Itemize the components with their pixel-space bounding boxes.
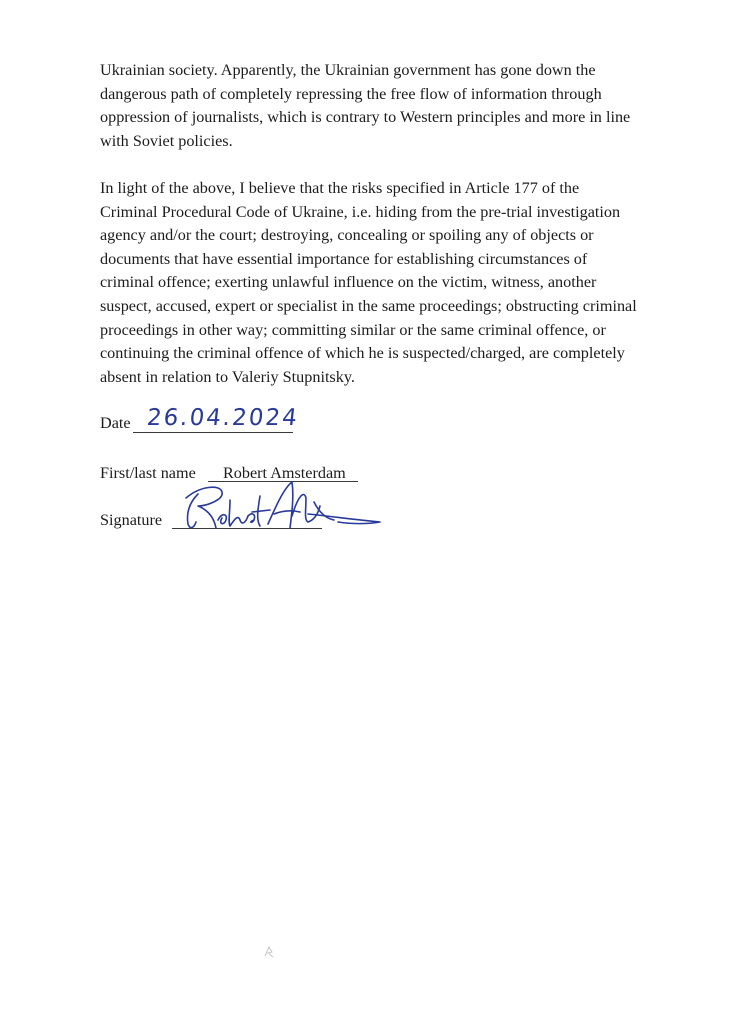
paragraph-1 [100,59,700,153]
paragraph-line: documents that have essential importance for establishing circumstances of [100,249,588,268]
date-value: 26.04.2024 [145,405,301,431]
paragraph-line: Ukrainian society. Apparently, the Ukrainian government has gone down the [100,61,596,79]
name-value: Robert Amsterdam [223,464,346,482]
paragraph-line: with Soviet policies. [100,131,233,150]
paragraph-line: absent in relation to Valeriy Stupnitsky. [100,367,355,386]
paragraph-line: Criminal Procedural Code of Ukraine, i.e. hiding from the pre-trial investigation [100,202,621,221]
paragraph-2 [100,177,700,389]
scan-speck-icon [262,944,276,960]
name-label: First/last name [100,464,196,482]
paragraph-line: continuing the criminal offence of which he is suspected/charged, are completely [100,344,625,363]
paragraph-line: proceedings in other way; committing similar or the same criminal offence, or [100,320,606,339]
date-label: Date [100,414,131,432]
paragraph-line: dangerous path of completely repressing the free flow of information through [100,84,602,103]
paragraph-line: agency and/or the court; destroying, concealing or spoiling any of objects or [100,226,594,245]
paragraph-line: criminal offence; exerting unlawful influence on the victim, witness, another [100,273,597,292]
date-underline [133,432,293,433]
signature-image [168,476,388,536]
signature-label: Signature [100,511,163,529]
paragraph-line: suspect, accused, expert or specialist in the same proceedings; obstructing criminal [100,296,637,315]
paragraph-line: oppression of journalists, which is contrary to Western principles and more in line [100,108,631,127]
paragraph-line: In light of the above, I believe that the risks specified in Article 177 of the [100,179,580,197]
